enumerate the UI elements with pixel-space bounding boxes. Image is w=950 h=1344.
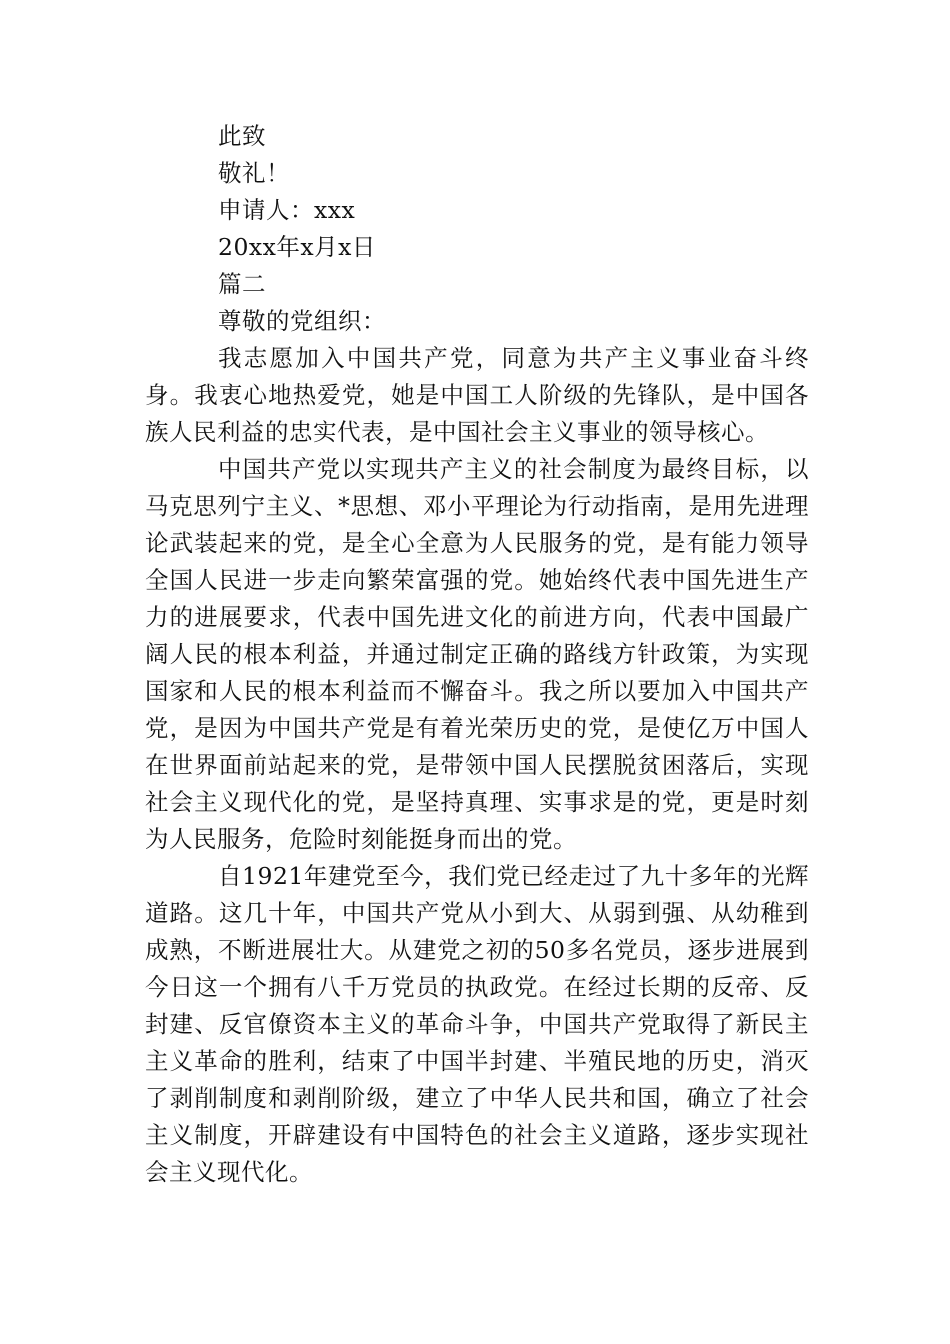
section-heading: 篇二 <box>218 270 266 298</box>
closing-line-1: 此致 <box>218 122 266 150</box>
body-paragraph: 我志愿加入中国共产党，同意为共产主义事业奋斗终身。我衷心地热爱党，她是中国工人阶级的先锋队，是中国各族人民利益的忠实代表，是中国社会主义事业的领导核心。 <box>145 344 809 446</box>
date-line: 20xx年x月x日 <box>218 233 376 261</box>
applicant-line: 申请人：xxx <box>218 196 356 224</box>
salutation: 尊敬的党组织： <box>218 307 386 335</box>
body-paragraph: 中国共产党以实现共产主义的社会制度为最终目标，以马克思列宁主义、*思想、邓小平理论为行动指南，是用先进理论武装起来的党，是全心全意为人民服务的党，是有能力领导全国人民进一步走向繁荣富强的党。她始终代表中国先进生产力的进展要求，代表中国先进文化的前进方向，代表中国最广阔人民的根本利益，并通过制定正确的路线方针政策，为实现国家和人民的根本利益而不懈奋斗。我之所以要加入中国共产党，是因为中国共产党是有着光荣历史的党，是使亿万中国人在世界面前站起来的党，是带领中国人民摆脱贫困落后，实现社会主义现代化的党，是坚持真理、实事求是的党，更是时刻为人民服务，危险时刻能挺身而出的党。 <box>145 455 809 853</box>
document-page <box>145 118 809 1191</box>
closing-line-2: 敬礼！ <box>218 159 290 187</box>
body-paragraph: 自1921年建党至今，我们党已经走过了九十多年的光辉道路。这几十年，中国共产党从小到大、从弱到强、从幼稚到成熟，不断进展壮大。从建党之初的50多名党员，逐步进展到今日这一个拥有八千万党员的执政党。在经过长期的反帝、反封建、反官僚资本主义的革命斗争，中国共产党取得了新民主主义革命的胜利，结束了中国半封建、半殖民地的历史，消灭了剥削制度和剥削阶级，建立了中华人民共和国，确立了社会主义制度，开辟建设有中国特色的社会主义道路，逐步实现社会主义现代化。 <box>145 862 809 1186</box>
